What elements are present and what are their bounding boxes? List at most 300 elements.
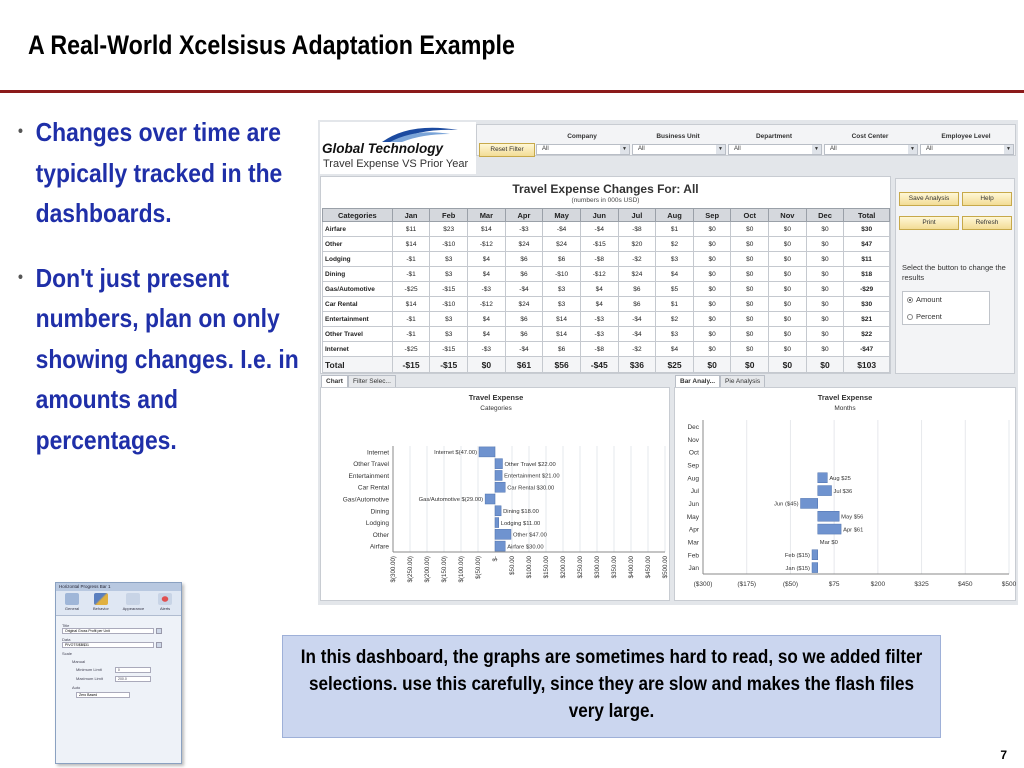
filter-label-company: Company (567, 133, 597, 140)
tick-label: ($300) (693, 581, 713, 588)
data-label: May $56 (841, 514, 864, 521)
bullet-item: • Don't just present numbers, plan on only showing changes. I.e. in amounts and percentages. (18, 258, 300, 461)
properties-tabs (56, 591, 181, 616)
tab-general-label: General (64, 606, 80, 611)
general-icon (65, 593, 79, 605)
column-header: Jun (580, 209, 618, 222)
radio-selected-icon (907, 297, 913, 303)
table-cell: $5 (656, 282, 694, 297)
table-cell: $23 (430, 222, 468, 237)
department-select[interactable] (728, 144, 822, 155)
filter-label-employee-level: Employee Level (941, 133, 991, 140)
table-cell: $0 (806, 297, 844, 312)
total-cell: $0 (769, 357, 807, 373)
total-cell: $0 (468, 357, 506, 373)
category-label: Other (372, 531, 389, 539)
auto-radio[interactable]: Auto (72, 685, 81, 690)
row-category: Airfare (323, 222, 393, 237)
tick-label: $400.00 (628, 556, 635, 579)
table-cell: $0 (731, 297, 769, 312)
table-row (323, 282, 890, 297)
expense-table (322, 208, 890, 373)
table-cell: $6 (505, 327, 543, 342)
months-bar-chart (675, 388, 1017, 602)
table-cell: $0 (693, 267, 731, 282)
table-cell: $0 (769, 267, 807, 282)
table-cell: -$3 (505, 222, 543, 237)
table-cell: $0 (806, 267, 844, 282)
data-label: Entertainment $21.00 (504, 473, 560, 480)
bar (495, 541, 505, 551)
total-cell: $0 (693, 357, 731, 373)
chevron-down-icon: ▼ (620, 145, 629, 154)
title-divider (0, 90, 1024, 93)
caption-text: In this dashboard, the graphs are sometimes hard to read, so we added filter selections. use this carefully, since they are slow and makes the flash files very large. (300, 647, 923, 722)
table-cell: $3 (656, 252, 694, 267)
table-cell: -$25 (392, 342, 430, 357)
table-cell: $14 (468, 222, 506, 237)
table-cell: $4 (468, 252, 506, 267)
table-cell: $0 (693, 312, 731, 327)
data-picker-button[interactable] (156, 642, 162, 648)
table-cell: $0 (731, 327, 769, 342)
tick-label: $(150.00) (441, 556, 448, 583)
table-cell: $11 (844, 252, 890, 267)
table-cell: $30 (844, 297, 890, 312)
column-header: Aug (656, 209, 694, 222)
category-label: Airfare (369, 543, 389, 551)
properties-panel-title: Horizontal Progress Bar 1 (56, 583, 181, 591)
table-cell: $14 (543, 312, 581, 327)
department-select-value: All (734, 146, 741, 152)
row-category: Internet (323, 342, 393, 357)
table-cell: $6 (618, 297, 656, 312)
table-cell: $0 (731, 342, 769, 357)
table-cell: -$10 (543, 267, 581, 282)
table-cell: $0 (769, 282, 807, 297)
table-cell: -$3 (468, 342, 506, 357)
tick-label: $325 (914, 581, 929, 588)
table-cell: $3 (543, 297, 581, 312)
logo-subtitle: Travel Expense VS Prior Year (323, 158, 469, 170)
bar (801, 498, 818, 508)
tab-filter-selection[interactable]: Filter Selec... (348, 375, 396, 387)
radio-amount-label: Amount (916, 295, 942, 304)
column-header: Oct (731, 209, 769, 222)
selection-hint: Select the button to change the results (902, 263, 1006, 282)
tick-label: ($50) (782, 581, 799, 588)
chevron-down-icon: ▼ (908, 145, 917, 154)
category-label: Jan (688, 565, 699, 573)
table-cell: $0 (806, 252, 844, 267)
data-label: Jan ($15) (785, 565, 811, 572)
table-cell: $0 (769, 312, 807, 327)
table-cell: -$47 (844, 342, 890, 357)
table-cell: $0 (731, 237, 769, 252)
appearance-icon (126, 593, 140, 605)
tab-behavior-label: Behavior (93, 606, 109, 611)
tick-label: $50.00 (509, 556, 516, 575)
column-header: Mar (468, 209, 506, 222)
table-cell: $0 (769, 252, 807, 267)
table-cell: $0 (693, 327, 731, 342)
action-panel (895, 178, 1015, 374)
table-row (323, 222, 890, 237)
table-cell: -$15 (580, 237, 618, 252)
left-chart-tabs (321, 375, 396, 387)
table-cell: $21 (844, 312, 890, 327)
row-category: Gas/Automotive (323, 282, 393, 297)
table-cell: -$12 (468, 237, 506, 252)
tick-label: $(200.00) (424, 556, 431, 583)
table-cell: $0 (769, 237, 807, 252)
column-header: Feb (430, 209, 468, 222)
data-label: Mar $0 (819, 540, 838, 547)
help-button[interactable]: Help (962, 192, 1012, 206)
table-row (323, 327, 890, 342)
table-cell: -$10 (430, 237, 468, 252)
table-cell: $0 (693, 297, 731, 312)
dashboard-screenshot (318, 120, 1018, 605)
bar (479, 447, 495, 457)
auto-mode-select[interactable]: Zero Based (76, 692, 130, 698)
row-category: Entertainment (323, 312, 393, 327)
reset-filter-button[interactable]: Reset Filter (479, 143, 535, 157)
title-label: Title (62, 623, 70, 628)
company-logo (320, 122, 476, 174)
chart-title: Travel Expense (817, 393, 873, 402)
category-label: Sep (687, 462, 699, 470)
data-field[interactable]: PIVOTS!$B$31 (62, 642, 154, 648)
table-cell: -$29 (844, 282, 890, 297)
total-cell: -$15 (392, 357, 430, 373)
bar (818, 486, 832, 496)
data-label: Jun ($45) (774, 501, 799, 508)
table-cell: $30 (844, 222, 890, 237)
table-cell: -$1 (392, 267, 430, 282)
tab-alerts[interactable] (158, 593, 172, 611)
bar (818, 524, 841, 534)
table-cell: $0 (693, 342, 731, 357)
bar (495, 482, 505, 492)
column-header: Apr (505, 209, 543, 222)
category-label: Car Rental (357, 484, 389, 492)
data-label: Lodging $11.00 (500, 520, 541, 527)
table-cell: -$12 (580, 267, 618, 282)
mode-radio-group (902, 291, 990, 325)
bullet-list (18, 112, 303, 460)
filter-bar (476, 124, 1016, 156)
total-label: Total (323, 357, 393, 373)
total-cell: $0 (731, 357, 769, 373)
tick-label: $75 (828, 581, 840, 588)
table-cell: $47 (844, 237, 890, 252)
table-cell: $24 (505, 297, 543, 312)
business-unit-select[interactable] (632, 144, 726, 155)
category-label: Dining (370, 508, 389, 516)
table-cell: $3 (430, 267, 468, 282)
table-cell: -$15 (430, 282, 468, 297)
data-label: Other Travel $22.00 (504, 461, 556, 468)
bar (818, 473, 828, 483)
category-label: Other Travel (353, 461, 389, 469)
save-analysis-button[interactable]: Save Analysis (899, 192, 959, 206)
table-cell: $2 (656, 237, 694, 252)
column-header: Jul (618, 209, 656, 222)
slide-title: A Real-World Xcelsisus Adaptation Example (28, 30, 515, 60)
tick-label: $(250.00) (407, 556, 414, 583)
table-cell: $4 (468, 267, 506, 282)
category-label: Lodging (365, 520, 389, 528)
tab-behavior[interactable] (93, 593, 109, 611)
refresh-button[interactable]: Refresh (962, 216, 1012, 230)
table-cell: $4 (468, 312, 506, 327)
behavior-icon (94, 593, 108, 605)
total-row (323, 357, 890, 373)
data-label: Jul $36 (833, 488, 853, 495)
table-cell: $0 (769, 342, 807, 357)
data-label: Dining $18.00 (503, 508, 539, 515)
data-label: Apr $61 (843, 527, 864, 534)
data-label: Internet $(47.00) (434, 450, 478, 457)
data-label: Data (62, 637, 71, 642)
category-label: Feb (687, 552, 699, 560)
row-category: Other Travel (323, 327, 393, 342)
tick-label: $500 (1001, 581, 1017, 588)
expense-table-panel (320, 176, 891, 374)
tick-label: $200.00 (560, 556, 567, 579)
table-row (323, 297, 890, 312)
table-cell: $0 (731, 312, 769, 327)
tab-alerts-label: Alerts (159, 606, 171, 611)
tick-label: $200 (870, 581, 886, 588)
tick-label: $(300.00) (390, 556, 397, 583)
table-row (323, 342, 890, 357)
category-label: Gas/Automotive (342, 496, 389, 504)
table-cell: $22 (844, 327, 890, 342)
min-limit-field[interactable]: 0 (115, 667, 151, 673)
table-cell: $24 (505, 237, 543, 252)
table-cell: -$2 (618, 342, 656, 357)
radio-unselected-icon (907, 314, 913, 320)
table-cell: $0 (693, 237, 731, 252)
tick-label: ($175) (737, 581, 757, 588)
max-limit-label: Maximum Limit (76, 676, 103, 681)
table-cell: -$8 (580, 252, 618, 267)
table-cell: -$3 (580, 312, 618, 327)
table-cell: $3 (656, 327, 694, 342)
table-cell: $0 (769, 222, 807, 237)
bar (818, 511, 839, 521)
category-label: Entertainment (348, 472, 389, 480)
total-cell: -$45 (580, 357, 618, 373)
table-cell: $0 (806, 222, 844, 237)
table-cell: $3 (430, 252, 468, 267)
table-cell: $0 (693, 252, 731, 267)
table-cell: $6 (618, 282, 656, 297)
cost-center-select[interactable] (824, 144, 918, 155)
chart-title: Travel Expense (468, 393, 524, 402)
table-row (323, 267, 890, 282)
table-cell: $1 (656, 297, 694, 312)
tick-label: $100.00 (526, 556, 533, 579)
table-cell: $2 (656, 312, 694, 327)
data-label: Gas/Automotive $(29.00) (418, 497, 484, 504)
category-label: Dec (687, 423, 699, 431)
tab-appearance[interactable] (123, 593, 145, 611)
table-cell: $14 (392, 297, 430, 312)
table-cell: -$4 (505, 342, 543, 357)
table-cell: $6 (505, 252, 543, 267)
table-cell: $0 (693, 282, 731, 297)
total-cell: -$15 (430, 357, 468, 373)
data-label: Aug $25 (829, 475, 851, 482)
tab-chart[interactable]: Chart (321, 375, 348, 387)
chevron-down-icon: ▼ (1004, 145, 1013, 154)
categories-chart-panel (320, 378, 670, 601)
scale-label: Scale (62, 651, 73, 656)
table-cell: $3 (543, 282, 581, 297)
column-header: Dec (806, 209, 844, 222)
tab-appearance-label: Appearance (122, 606, 145, 611)
table-cell: $6 (505, 312, 543, 327)
table-cell: $0 (731, 267, 769, 282)
tick-label: $(100.00) (458, 556, 465, 583)
filter-label-business-unit: Business Unit (656, 133, 700, 140)
table-cell: -$3 (580, 327, 618, 342)
table-cell: $24 (543, 237, 581, 252)
radio-percent[interactable] (907, 312, 942, 321)
employee-level-select[interactable] (920, 144, 1014, 155)
table-cell: $11 (392, 222, 430, 237)
category-label: Jul (690, 488, 699, 496)
total-cell: $61 (505, 357, 543, 373)
company-select[interactable] (536, 144, 630, 155)
tick-label: $250.00 (577, 556, 584, 579)
table-cell: -$4 (618, 312, 656, 327)
table-cell: -$1 (392, 312, 430, 327)
tick-label: $450 (958, 581, 973, 588)
row-category: Dining (323, 267, 393, 282)
table-cell: $0 (731, 252, 769, 267)
table-cell: -$1 (392, 327, 430, 342)
column-header: Nov (769, 209, 807, 222)
min-limit-label: Minimum Limit (76, 667, 102, 672)
right-chart-tabs (675, 375, 765, 387)
tick-label: $350.00 (611, 556, 618, 579)
table-cell: $0 (806, 342, 844, 357)
total-cell: $103 (844, 357, 890, 373)
table-cell: $6 (543, 342, 581, 357)
table-cell: $14 (543, 327, 581, 342)
bar (812, 550, 818, 560)
table-row (323, 237, 890, 252)
column-header: Total (844, 209, 890, 222)
column-header: Sep (693, 209, 731, 222)
table-cell: $4 (580, 282, 618, 297)
radio-amount[interactable] (907, 295, 942, 304)
tab-pie-analysis[interactable]: Pie Analysis (720, 375, 765, 387)
months-chart-panel (674, 378, 1017, 601)
table-cell: $0 (769, 297, 807, 312)
max-limit-field[interactable]: 200.0 (115, 676, 151, 682)
category-label: Aug (687, 475, 699, 483)
table-cell: $0 (693, 222, 731, 237)
alerts-icon (158, 593, 172, 605)
bar (495, 506, 501, 516)
business-unit-select-value: All (638, 146, 645, 152)
table-cell: -$3 (468, 282, 506, 297)
row-category: Other (323, 237, 393, 252)
column-header: Categories (323, 209, 393, 222)
data-label: Feb ($15) (784, 552, 811, 559)
tick-label: $300.00 (594, 556, 601, 579)
tab-general[interactable] (65, 593, 79, 611)
data-label: Airfare $30.00 (507, 544, 544, 551)
radio-percent-label: Percent (916, 312, 942, 321)
tick-label: $500.00 (662, 556, 669, 579)
table-cell: $3 (430, 312, 468, 327)
chevron-down-icon: ▼ (716, 145, 725, 154)
bar (495, 518, 499, 528)
category-label: Nov (687, 436, 699, 444)
cost-center-select-value: All (830, 146, 837, 152)
table-cell: -$4 (618, 327, 656, 342)
employee-level-select-value: All (926, 146, 933, 152)
table-title: Travel Expense Changes For: All (512, 182, 699, 196)
table-cell: -$2 (618, 252, 656, 267)
table-cell: -$8 (580, 342, 618, 357)
category-label: May (686, 513, 699, 521)
row-category: Car Rental (323, 297, 393, 312)
tab-bar-analysis[interactable]: Bar Analy... (675, 375, 720, 387)
table-cell: $4 (580, 297, 618, 312)
table-cell: $20 (618, 237, 656, 252)
title-picker-button[interactable] (156, 628, 162, 634)
table-row (323, 252, 890, 267)
table-cell: $4 (656, 342, 694, 357)
table-cell: -$4 (505, 282, 543, 297)
table-cell: $18 (844, 267, 890, 282)
table-cell: -$4 (543, 222, 581, 237)
table-cell: $24 (618, 267, 656, 282)
print-button[interactable]: Print (899, 216, 959, 230)
table-cell: $0 (806, 327, 844, 342)
table-cell: $4 (468, 327, 506, 342)
table-cell: $6 (505, 267, 543, 282)
chart-subtitle: Categories (480, 405, 512, 412)
table-cell: -$4 (580, 222, 618, 237)
table-cell: $0 (806, 237, 844, 252)
category-label: Mar (687, 539, 699, 547)
properties-panel-thumbnail (55, 582, 182, 764)
total-cell: $0 (806, 357, 844, 373)
filter-label-cost-center: Cost Center (851, 133, 889, 140)
manual-radio[interactable]: Manual (72, 659, 86, 664)
total-cell: $56 (543, 357, 581, 373)
logo-text: Global Technology (322, 141, 444, 156)
table-cell: -$12 (468, 297, 506, 312)
table-cell: $6 (543, 252, 581, 267)
table-cell: $14 (392, 237, 430, 252)
tick-label: $(50.00) (475, 556, 482, 580)
tick-label: $450.00 (645, 556, 652, 579)
data-label: Car Rental $30.00 (507, 485, 555, 492)
title-field[interactable]: Original Gross Profit per Unit (62, 628, 154, 634)
table-cell: -$25 (392, 282, 430, 297)
table-subtitle: (numbers in 000s USD) (571, 197, 640, 204)
total-cell: $25 (656, 357, 694, 373)
